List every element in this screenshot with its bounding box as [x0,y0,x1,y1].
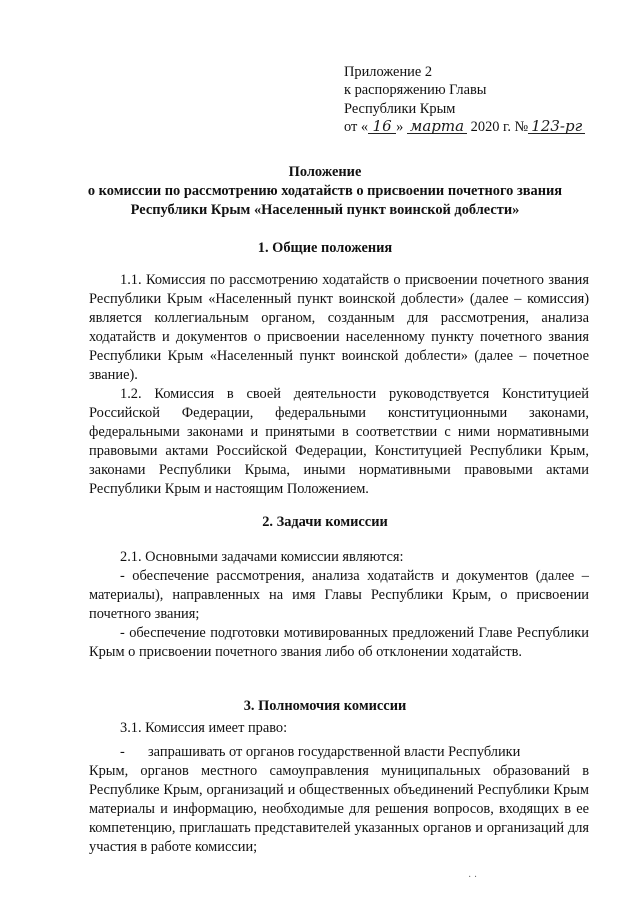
paragraph-3-1-a-first [89,743,589,762]
paragraph-2-1-b: - обеспечение подготовки мотивированных предложений Главе Республики Крым о присвоении почетного звания либо об отклонении ходатайств. [89,625,589,660]
approval-block [344,63,614,137]
republic-label: Республики Крым [344,100,456,117]
paragraph-3-1: 3.1. Комиссия имеет право: [120,720,288,736]
section-1-body [89,271,589,499]
paragraph-2-1-a: - обеспечение рассмотрения, анализа ходатайств и документов (далее – материалы), направленных на имя Главы Республики Крым, о присвоении почетного звания; [89,568,589,622]
handwritten-day: 16 [368,119,396,134]
handwritten-number: 123-рг [528,119,585,134]
section-3-body [89,719,589,857]
section-2-body [89,548,589,662]
section-1-heading: 1. Общие положения [257,240,393,256]
close-quote: » [396,119,404,136]
year-label: 2020 г. [470,119,511,136]
paragraph-3-1-a-start: запрашивать от органов государственной власти Республики [148,744,521,760]
paragraph-1-2: 1.2. Комиссия в своей деятельности руководствуется Конституцией Российской Федерации, федеральными конституционными законами, федеральными законами и принятыми в соответствии с ними нормативными правовыми актами Российской Федерации, Конституцией Республики Крым, законами Республики Крыма, иными нормативными правовыми актами Республики Крым и настоящим Положением. [89,386,589,497]
document-title [60,163,590,220]
section-3-heading: 3. Полномочия комиссии [243,698,407,714]
scan-speck: · · [468,872,478,883]
section-2-heading: 2. Задачи комиссии [262,514,388,530]
title-line-1: Положение [288,164,362,180]
from-label: от « [344,119,369,136]
handwritten-month: марта [407,119,467,134]
paragraph-1-1: 1.1. Комиссия по рассмотрению ходатайств о присвоении почетного звания Республики Крым «Населенный пункт воинской доблести» (далее – комиссия) является коллегиальным органом, созданным для рассмотрения, анализа ходатайств и документов о присвоении населенному пункту почетного звания Республики Крым «Населенный пункт воинской доблести» (далее – почетное звание). [89,272,589,383]
title-line-2: о комиссии по рассмотрению ходатайств о присвоении почетного звания [87,183,563,199]
order-label: к распоряжению Главы [344,82,487,99]
title-line-3: Республики Крым «Населенный пункт воинской доблести» [130,202,520,218]
list-dash: - [120,744,125,760]
order-date-line [344,118,614,136]
number-sign: № [514,119,529,136]
paragraph-3-1-a-rest: Крым, органов местного самоуправления муниципальных образований в Республике Крым, организаций и общественных объединений Республики Крым материалы и информацию, необходимые для решения вопросов, входящих в ее компетенцию, приглашать представителей указанных органов и организаций для участия в работе комиссии; [89,763,589,855]
paragraph-2-1: 2.1. Основными задачами комиссии являются: [120,549,404,565]
appendix-label: Приложение 2 [344,64,433,80]
